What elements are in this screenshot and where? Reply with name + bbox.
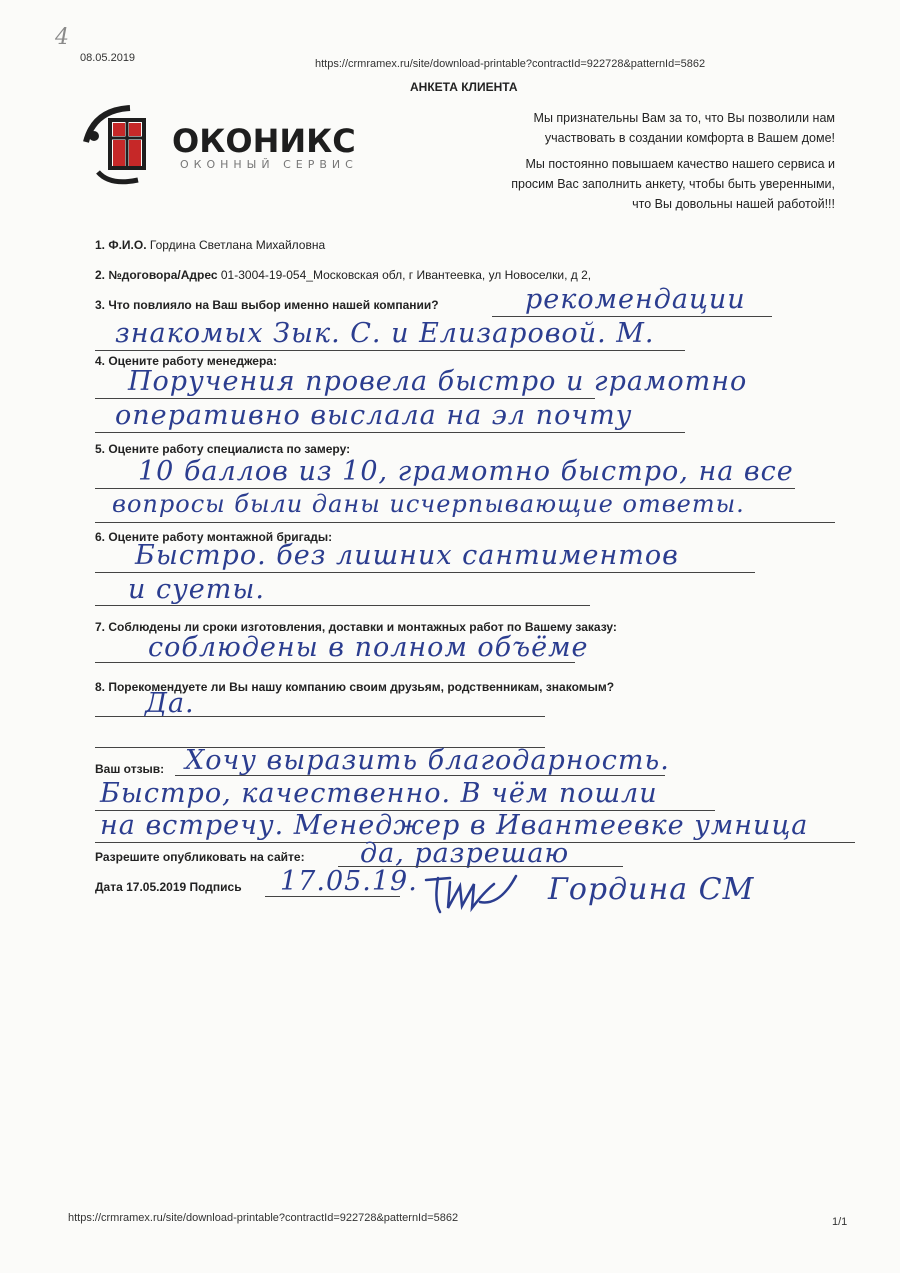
q4-answer-2: оперативно выслала на эл почту	[115, 400, 633, 431]
q7-answer: соблюдены в полном объёме	[148, 632, 589, 663]
q2-row	[95, 268, 591, 282]
page-number-mark: 4	[55, 25, 69, 50]
date-signature-label: Дата 17.05.2019 Подпись	[95, 880, 242, 894]
intro-line: Мы постоянно повышаем качество нашего сервиса и	[525, 157, 835, 171]
print-date: 08.05.2019	[80, 52, 136, 64]
handwritten-date: 17.05.19.	[280, 866, 418, 897]
q8-answer: Да.	[145, 688, 195, 719]
intro-line: Мы признательны Вам за то, что Вы позволили нам	[533, 111, 835, 125]
q4-label: 4. Оцените работу менеджера:	[95, 354, 277, 368]
q2-value: 01-3004-19-054_Московская обл, г Ивантеевка, ул Новоселки, д 2,	[220, 268, 592, 282]
review-line-3: на встречу. Менеджер в Ивантеевке умница	[100, 810, 809, 841]
q8-label: 8. Порекомендуете ли Вы нашу компанию своим друзьям, родственникам, знакомым?	[95, 680, 615, 694]
q3-label: 3. Что повлияло на Ваш выбор именно нашей компании?	[95, 298, 439, 312]
intro-line: что Вы довольны нашей работой!!!	[632, 197, 835, 211]
review-line-2: Быстро, качественно. В чём пошли	[100, 778, 658, 809]
q5-answer-1: 10 баллов из 10, грамотно быстро, на все	[138, 456, 794, 487]
intro-block	[435, 108, 835, 214]
signature-mark	[420, 862, 530, 922]
footer-url: https://crmramex.ru/site/download-printable?contractId=922728&patternId=5862	[68, 1212, 459, 1224]
brand-tagline: ОКОННЫЙ СЕРВИС	[180, 158, 358, 171]
q5-answer-2: вопросы были даны исчерпывающие ответы.	[112, 490, 745, 518]
review-label: Ваш отзыв:	[95, 762, 165, 776]
q6-label: 6. Оцените работу монтажной бригады:	[95, 530, 333, 544]
q5-label: 5. Оцените работу специалиста по замеру:	[95, 442, 351, 456]
q2-label: 2. №договора/Адрес	[95, 268, 218, 282]
q1-value: Гордина Светлана Михайловна	[149, 238, 326, 252]
publish-label: Разрешите опубликовать на сайте:	[95, 850, 305, 864]
q6-answer-1: Быстро. без лишних сантиментов	[135, 540, 679, 571]
form-title: АНКЕТА КЛИЕНТА	[410, 80, 518, 94]
q4-answer-1: Поручения провела быстро и грамотно	[128, 366, 748, 397]
intro-line: просим Вас заполнить анкету, чтобы быть уверенными,	[511, 177, 835, 191]
review-line-1: Хочу выразить благодарность.	[185, 745, 670, 776]
q3-answer-2: знакомых Зык. С. и Елизаровой. М.	[115, 318, 655, 349]
q1-row	[95, 238, 325, 252]
company-logo	[80, 102, 360, 182]
signer-name: Гордина СМ	[548, 872, 755, 907]
window-logo-icon	[80, 102, 180, 188]
intro-line: участвовать в создании комфорта в Вашем доме!	[544, 131, 835, 145]
brand-name: ОКОНИКС	[172, 122, 356, 160]
q7-label: 7. Соблюдены ли сроки изготовления, доставки и монтажных работ по Вашему заказу:	[95, 620, 617, 634]
publish-answer: да, разрешаю	[360, 838, 570, 869]
q3-answer-1: рекомендации	[525, 284, 746, 315]
q1-label: 1. Ф.И.О.	[95, 238, 147, 252]
page-count: 1/1	[832, 1216, 848, 1228]
header-url: https://crmramex.ru/site/download-printable?contractId=922728&patternId=5862	[315, 58, 706, 70]
q6-answer-2: и суеты.	[128, 574, 265, 605]
